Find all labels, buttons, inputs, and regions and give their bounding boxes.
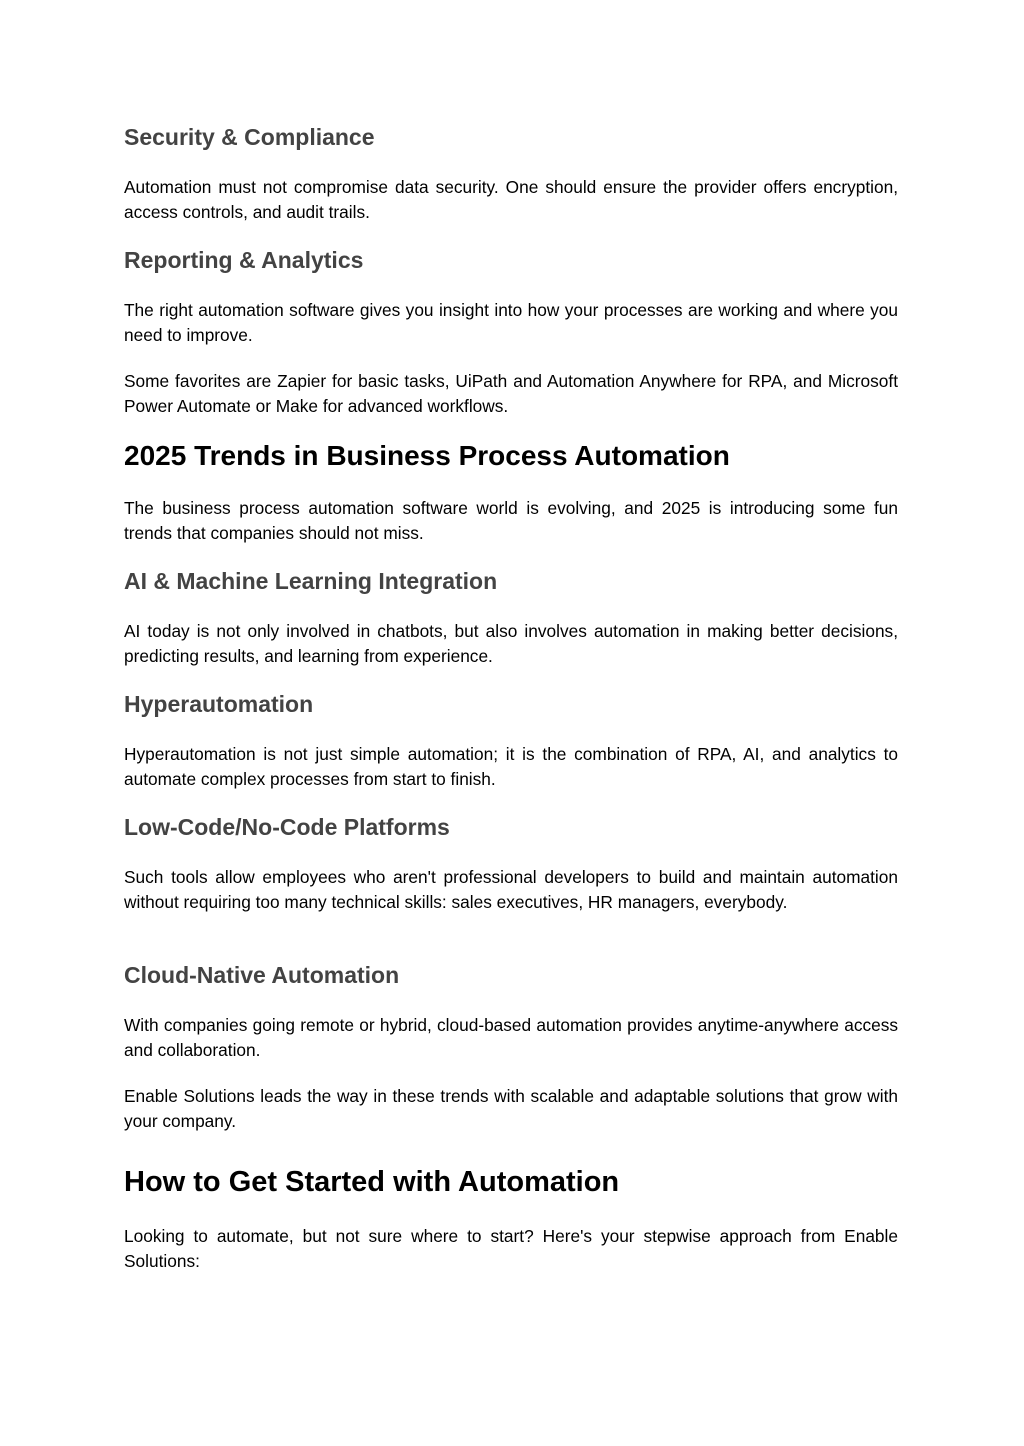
paragraph-trends: The business process automation software world is evolving, and 2025 is introducing some fun trends that companies should not miss.	[124, 498, 898, 543]
heading-ai-ml-integration: AI & Machine Learning Integration	[124, 568, 498, 594]
paragraph-get-started: Looking to automate, but not sure where to start? Here's your stepwise approach from Enable Solutions:	[124, 1226, 898, 1271]
paragraph-reporting: The right automation software gives you insight into how your processes are working and where you need to improve.	[124, 300, 898, 345]
heading-low-code-platforms: Low-Code/No-Code Platforms	[124, 814, 450, 840]
paragraph-favorites: Some favorites are Zapier for basic tasks, UiPath and Automation Anywhere for RPA, and Microsoft Power Automate or Make for advanced workflows.	[124, 371, 898, 416]
heading-get-started: How to Get Started with Automation	[124, 1166, 620, 1198]
heading-security-compliance: Security & Compliance	[124, 124, 375, 150]
heading-reporting-analytics: Reporting & Analytics	[124, 247, 364, 273]
paragraph-ai: AI today is not only involved in chatbots, but also involves automation in making better decisions, predicting results, and learning from experience.	[124, 621, 898, 666]
heading-2025-trends: 2025 Trends in Business Process Automation	[124, 440, 730, 471]
paragraph-security: Automation must not compromise data security. One should ensure the provider offers encryption, access controls, and audit trails.	[124, 177, 898, 222]
paragraph-cloud-native: With companies going remote or hybrid, cloud-based automation provides anytime-anywhere access and collaboration.	[124, 1015, 898, 1060]
paragraph-low-code: Such tools allow employees who aren't professional developers to build and maintain automation without requiring too many technical skills: sales executives, HR managers, everybody.	[124, 867, 898, 912]
paragraph-hyperautomation: Hyperautomation is not just simple automation; it is the combination of RPA, AI, and analytics to automate complex processes from start to finish.	[124, 744, 898, 789]
heading-cloud-native: Cloud-Native Automation	[124, 962, 400, 988]
heading-hyperautomation: Hyperautomation	[124, 691, 314, 717]
paragraph-enable-solutions: Enable Solutions leads the way in these trends with scalable and adaptable solutions that grow with your company.	[124, 1086, 898, 1131]
